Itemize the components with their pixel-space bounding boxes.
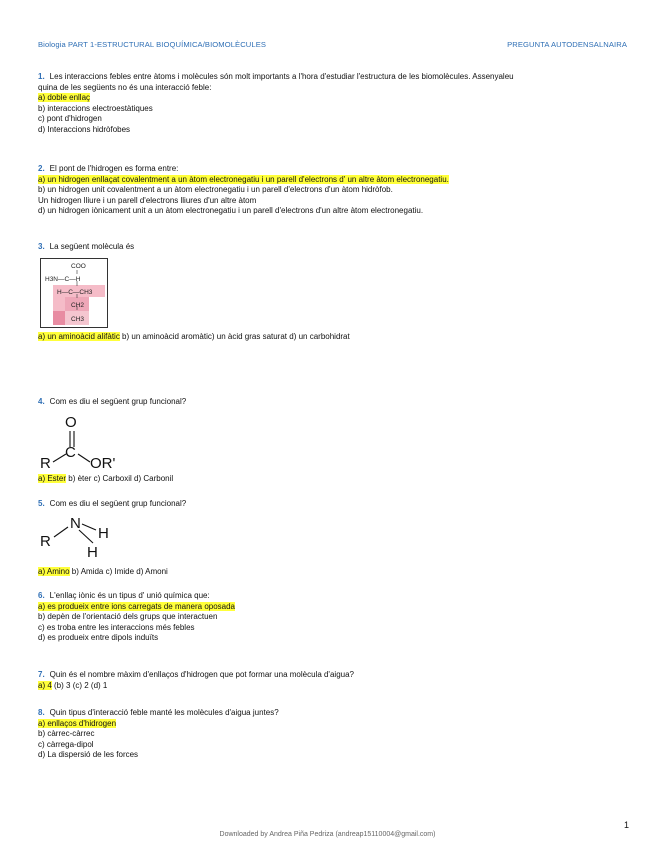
header-title: Biologia PART 1-ESTRUCTURAL BIOQUÍMICA/BIOMOLÈCULES (38, 40, 267, 49)
answer-option: d) un hidrogen iònicament unit a un àtom electronegatiu i un parell d'electrons d'un altre àtom electronegatiu. (38, 206, 424, 216)
question-number: 5. (38, 499, 45, 508)
answer-option: b) càrrec-càrrec (38, 729, 95, 739)
question-5 (38, 499, 633, 510)
molecule-label: H—C—CH3 (57, 289, 93, 296)
atom-label: R (40, 455, 51, 472)
answer-option-correct: a) Ester (38, 474, 67, 483)
question-number: 8. (38, 708, 45, 717)
answer-option-correct: a) Amino (38, 567, 70, 576)
molecule-structure-icon (41, 259, 107, 327)
question-3-answers (38, 332, 633, 343)
question-number: 6. (38, 591, 45, 600)
question-8 (38, 708, 633, 761)
answer-option: b) depèn de l'orientació dels grups que interactuen (38, 612, 218, 622)
molecule-diagram (40, 258, 108, 328)
answer-options-rest: b) Amida c) Imide d) Amoni (69, 567, 168, 576)
molecule-label: H3N—C—H (45, 276, 81, 283)
molecule-label: CH2 (71, 302, 85, 309)
question-5-answers (38, 567, 633, 578)
answer-option: d) Interaccions hidròfobes (38, 124, 131, 134)
answer-option: c) pont d'hidrogen (38, 114, 102, 124)
answer-option-correct: a) 4 (38, 680, 52, 690)
question-text: L'enllaç iònic és un tipus d' unió química que: (49, 591, 210, 600)
atom-label: C (65, 444, 76, 461)
question-1 (38, 72, 633, 136)
download-footer: Downloaded by Andrea Piña Pedriza (andreap15110004@gmail.com) (219, 831, 436, 838)
question-2 (38, 164, 633, 217)
atom-label: N (70, 515, 81, 532)
molecule-label: COO (71, 263, 86, 270)
molecule-label: CH3 (71, 316, 85, 323)
question-number: 2. (38, 164, 45, 173)
question-text-cont: quina de les següents no és una interacció feble: (38, 82, 212, 92)
answer-option: c) càrrega-dipol (38, 739, 94, 749)
answer-option: b) interaccions electroestàtiques (38, 103, 153, 113)
question-text: La següent molècula és (49, 242, 135, 251)
answer-option-correct: a) enllaços d'hidrogen (38, 718, 117, 728)
answer-option: Un hidrogen lliure i un parell d'electrons lliures d'un altre àtom (38, 195, 257, 205)
answer-option-correct: a) doble enllaç (38, 93, 91, 103)
question-number: 4. (38, 397, 45, 406)
atom-label: OR' (90, 455, 116, 472)
atom-label: R (40, 533, 51, 550)
answer-option-correct: a) es produeix entre ions carregats de manera oposada (38, 601, 236, 611)
question-7 (38, 670, 633, 691)
atom-label: H (98, 525, 109, 542)
question-4-answers (38, 474, 633, 485)
question-number: 1. (38, 72, 45, 81)
page-number: 1 (623, 820, 629, 830)
answer-option-correct: a) un hidrogen enllaçat covalentment a un àtom electronegatiu i un parell d'electrons d' un altre àtom electronegatiu. (38, 174, 449, 184)
answer-option: d) es produeix entre dipols induïts (38, 633, 159, 643)
amine-structure-icon (38, 510, 138, 562)
answer-option: b) un hidrogen unit covalentment a un àtom electronegatiu i un parell d'electrons d'un àtom hidròfob. (38, 185, 393, 195)
question-text: Com es diu el següent grup funcional? (49, 499, 187, 508)
answer-option: d) La dispersió de les forces (38, 750, 139, 760)
question-3 (38, 242, 633, 253)
header-subtitle: PREGUNTA AUTODENSALNAIRA (507, 40, 627, 49)
question-text: Quin tipus d'interacció feble manté les molècules d'aigua juntes? (49, 708, 279, 717)
answer-option-correct: a) un aminoàcid alifàtic (38, 332, 120, 341)
answer-option: c) es troba entre les interaccions més febles (38, 622, 195, 632)
atom-label: H (87, 544, 98, 561)
question-text: Com es diu el següent grup funcional? (49, 397, 187, 406)
answer-options-rest: (b) 3 (c) 2 (d) 1 (51, 680, 108, 690)
answer-options-rest: b) èter c) Carboxil d) Carbonil (66, 474, 174, 483)
question-text: Quin és el nombre màxim d'enllaços d'hidrogen que pot formar una molècula d'aigua? (49, 670, 354, 679)
question-number: 3. (38, 242, 45, 251)
ester-structure-icon (38, 410, 138, 472)
question-number: 7. (38, 670, 45, 679)
atom-label: O (65, 414, 77, 431)
answer-options-rest: b) un aminoàcid aromàtic) un àcid gras saturat d) un carbohidrat (119, 332, 350, 341)
question-4 (38, 397, 633, 408)
question-text: Les interaccions febles entre àtoms i molècules són molt importants a l'hora d'estudiar l'estructura de les biomolècules. Assenyaleu (49, 72, 514, 81)
question-text: El pont de l'hidrogen es forma entre: (49, 164, 179, 173)
question-6 (38, 591, 633, 644)
